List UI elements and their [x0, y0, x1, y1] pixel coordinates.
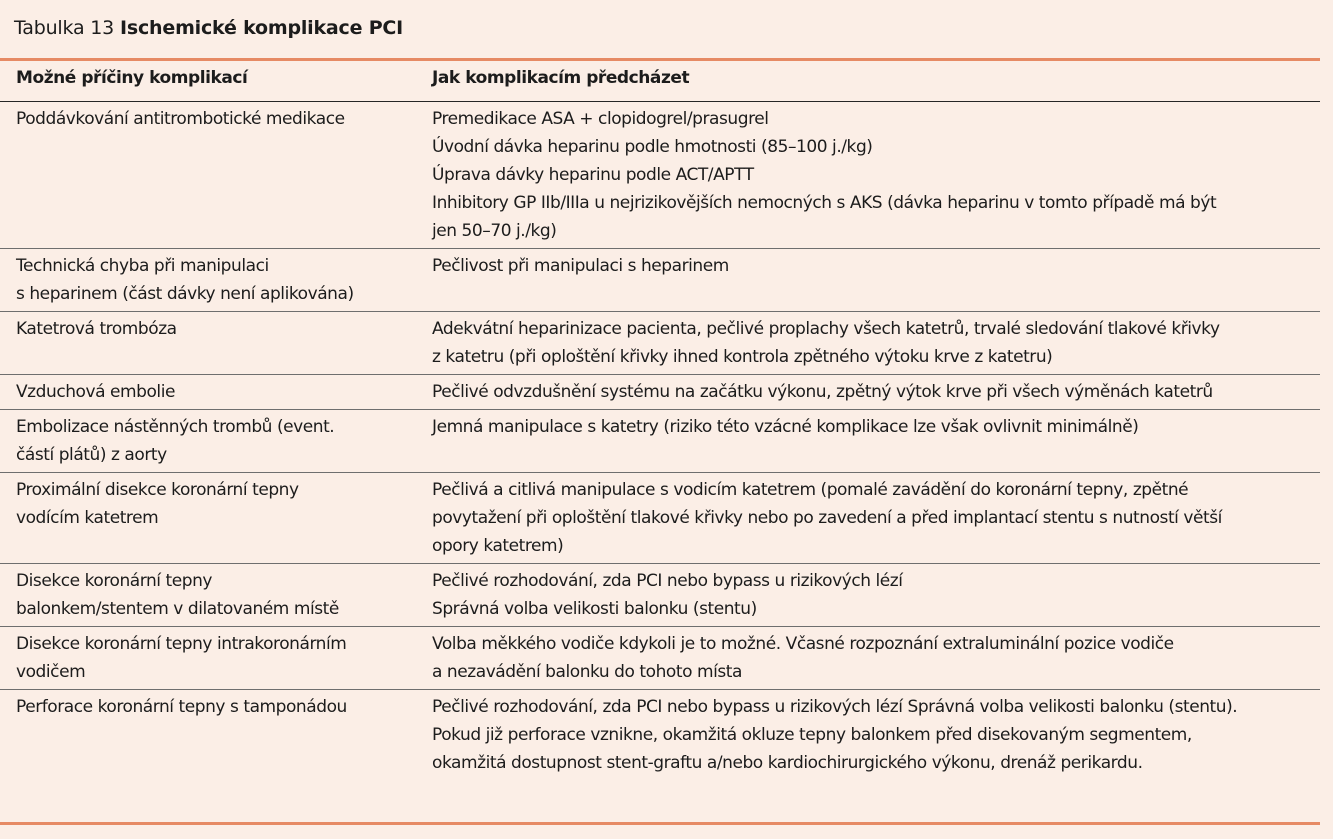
table-body: [0, 101, 1320, 780]
cause-cell: [0, 472, 416, 563]
top-rule: [0, 58, 1320, 61]
prevention-cell: [416, 311, 1320, 374]
cause-cell: [0, 311, 416, 374]
prevention-line: Pečlivé rozhodování, zda PCI nebo bypass u rizikových lézí: [432, 570, 903, 591]
cause-line: Disekce koronární tepny: [16, 570, 213, 591]
cause-line: Poddávkování antitrombotické medikace: [16, 108, 345, 129]
cause-cell: [0, 248, 416, 311]
prevention-line: Jemná manipulace s katetry (riziko této vzácné komplikace lze však ovlivnit minimálně): [432, 416, 1139, 437]
prevention-cell: [416, 248, 1320, 311]
table-caption: [14, 17, 403, 39]
cause-line: vodičem: [16, 661, 86, 682]
table-row: [0, 563, 1320, 626]
complications-table: [0, 63, 1320, 780]
prevention-cell: [416, 563, 1320, 626]
prevention-line: jen 50–70 j./kg): [432, 220, 557, 241]
table-row: [0, 626, 1320, 689]
prevention-line: Pečlivé odvzdušnění systému na začátku výkonu, zpětný výtok krve při všech výměnách katetrů: [432, 381, 1213, 402]
prevention-cell: [416, 374, 1320, 409]
prevention-line: Správná volba velikosti balonku (stentu): [432, 598, 757, 619]
cause-line: balonkem/stentem v dilatovaném místě: [16, 598, 339, 619]
prevention-cell: [416, 472, 1320, 563]
prevention-cell: [416, 101, 1320, 248]
header-row: [0, 63, 1320, 101]
table-row: [0, 472, 1320, 563]
header-causes: Možné příčiny komplikací: [0, 63, 416, 101]
prevention-line: Adekvátní heparinizace pacienta, pečlivé proplachy všech katetrů, trvalé sledování tlakové křivky: [432, 318, 1220, 339]
prevention-line: z katetru (při oploštění křivky ihned kontrola zpětného výtoku krve z katetru): [432, 346, 1053, 367]
table-row: [0, 101, 1320, 248]
table-row: [0, 311, 1320, 374]
prevention-line: povytažení při oploštění tlakové křivky nebo po zavedení a před implantací stentu s nutností větší: [432, 507, 1222, 528]
prevention-line: Úvodní dávka heparinu podle hmotnosti (85–100 j./kg): [432, 136, 873, 157]
table-row: [0, 689, 1320, 780]
cause-line: Vzduchová embolie: [16, 381, 175, 402]
prevention-line: Úprava dávky heparinu podle ACT/APTT: [432, 164, 754, 185]
cause-line: Proximální disekce koronární tepny: [16, 479, 299, 500]
table-row: [0, 248, 1320, 311]
table-title: Ischemické komplikace PCI: [120, 17, 404, 39]
cause-cell: [0, 689, 416, 780]
prevention-cell: [416, 626, 1320, 689]
prevention-line: okamžitá dostupnost stent-graftu a/nebo kardiochirurgického výkonu, drenáž perikardu.: [432, 752, 1143, 773]
prevention-line: Premedikace ASA + clopidogrel/prasugrel: [432, 108, 769, 129]
cause-cell: [0, 409, 416, 472]
cause-cell: [0, 101, 416, 248]
cause-cell: [0, 563, 416, 626]
cause-line: částí plátů) z aorty: [16, 444, 167, 465]
prevention-line: Volba měkkého vodiče kdykoli je to možné. Včasné rozpoznání extraluminální pozice vodiče: [432, 633, 1174, 654]
cause-cell: [0, 626, 416, 689]
cause-line: vodícím katetrem: [16, 507, 159, 528]
bottom-rule: [0, 822, 1320, 825]
cause-cell: [0, 374, 416, 409]
prevention-line: Pečlivost při manipulaci s heparinem: [432, 255, 729, 276]
prevention-cell: [416, 689, 1320, 780]
cause-line: Perforace koronární tepny s tamponádou: [16, 696, 347, 717]
prevention-line: Pečlivé rozhodování, zda PCI nebo bypass u rizikových lézí Správná volba velikosti balonku (stentu).: [432, 696, 1238, 717]
table-row: [0, 409, 1320, 472]
prevention-line: Pečlivá a citlivá manipulace s vodicím katetrem (pomalé zavádění do koronární tepny, zpětné: [432, 479, 1189, 500]
prevention-line: opory katetrem): [432, 535, 564, 556]
table-number: Tabulka 13: [14, 17, 115, 39]
cause-line: Katetrová trombóza: [16, 318, 177, 339]
prevention-line: a nezavádění balonku do tohoto místa: [432, 661, 742, 682]
cause-line: s heparinem (část dávky není aplikována): [16, 283, 354, 304]
cause-line: Disekce koronární tepny intrakoronárním: [16, 633, 347, 654]
cause-line: Technická chyba při manipulaci: [16, 255, 269, 276]
cause-line: Embolizace nástěnných trombů (event.: [16, 416, 335, 437]
table-row: [0, 374, 1320, 409]
header-prevention: Jak komplikacím předcházet: [416, 63, 1320, 101]
prevention-line: Pokud již perforace vznikne, okamžitá okluze tepny balonkem před disekovaným segmentem,: [432, 724, 1192, 745]
prevention-line: Inhibitory GP IIb/IIIa u nejrizikovějších nemocných s AKS (dávka heparinu v tomto případě má být: [432, 192, 1217, 213]
prevention-cell: [416, 409, 1320, 472]
